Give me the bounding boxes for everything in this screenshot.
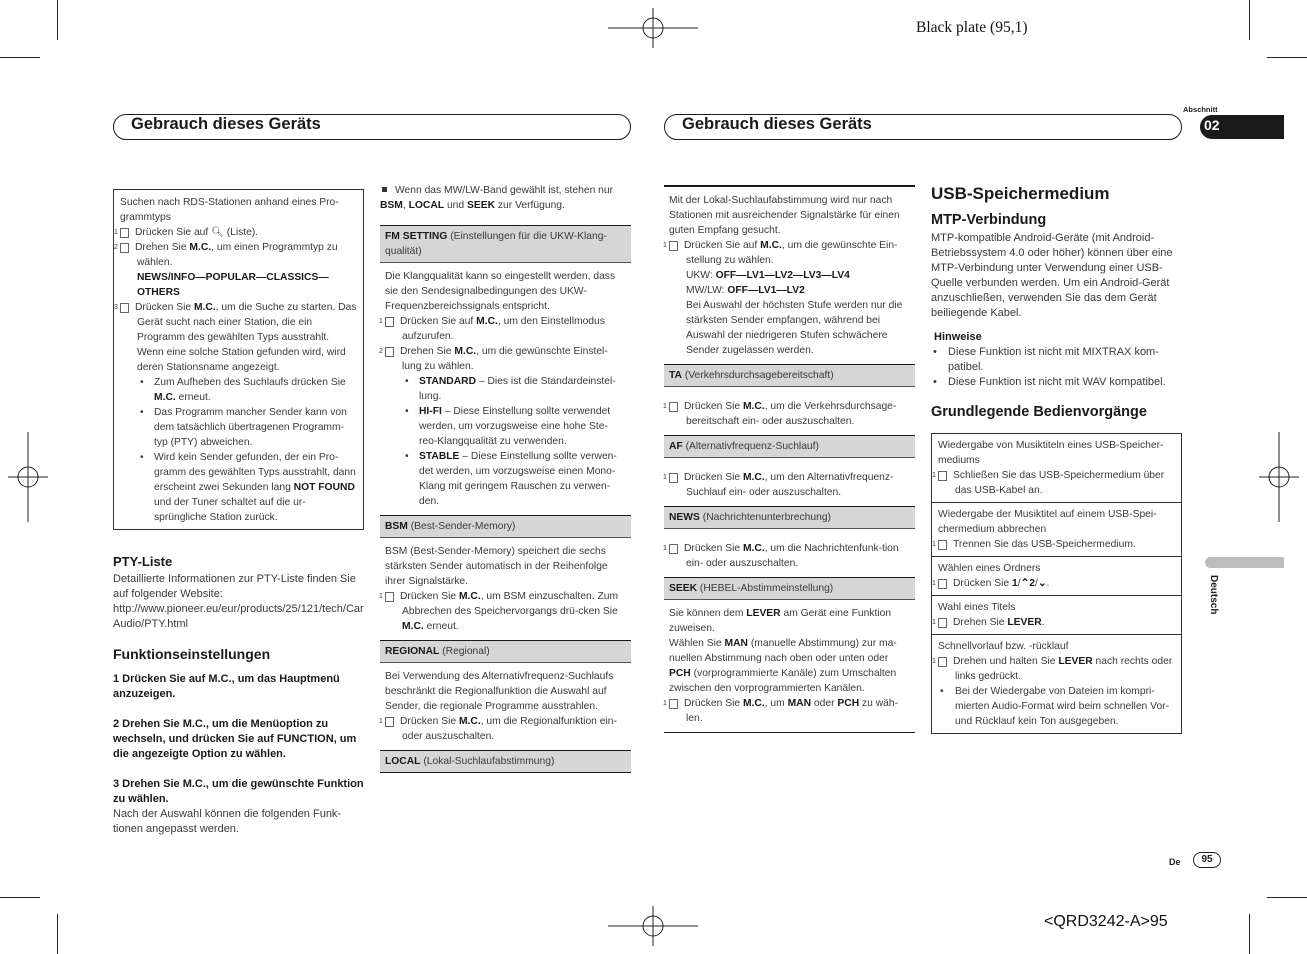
step-3: 3 Drücken Sie M.C., um die Suche zu starten. Das Gerät sucht nach einer Station, die ein Programm des gewählten Typs ausstrahlt. Wenn eine solche Station gefunden wird, wird deren Stationsname angezeigt. [114, 302, 357, 373]
section-number-tab: 02 [1200, 115, 1284, 139]
step-1: 1 Drücken Sie 1/⌃2/⌄. [932, 578, 1050, 589]
mw-levels: MW/LW: OFF—LV1—LV2 [686, 284, 805, 296]
seek-body: Sie können dem LEVER am Gerät eine Funktion zuweisen. Wählen Sie MAN (manuelle Abstimmung) zur ma-nuellen Abstimmung nach oben oder unten oder PCH (vorprogrammierte Kanäle) zum Umschalten zwischen den vorprogrammierten Kanälen. 1 Drücken Sie M.C., um MAN oder PCH zu wäh-len. [664, 600, 915, 726]
function-settings-heading: Funktionseinstellungen [113, 646, 271, 662]
step-1: 1 Drücken Sie auf 🔍︎ (Liste). [114, 227, 259, 238]
bullet-item: • Wird kein Sender gefunden, der ein Pro-gramm des gewählten Typs ausstrahlt, dann erscheint zwei Sekunden lang NOT FOUND und der Tuner schaltet auf die ur-sprüngliche Station zurück. [120, 450, 357, 525]
column-1 [113, 189, 364, 837]
operation-cell: Wahl eines Titels 1 Drehen Sie LEVER. [932, 595, 1181, 634]
step-2-instruction: 2 Drehen Sie M.C., um die Menüoption zu wechseln, und drücken Sie auf FUNCTION, um die angezeigte Option zu wählen. [113, 718, 357, 760]
step-1: 1 Trennen Sie das USB-Speichermedium. [932, 539, 1136, 550]
seek-header: SEEK (HEBEL-Abstimmeinstellung) [664, 577, 915, 600]
left-header-title: Gebrauch dieses Geräts [131, 115, 321, 133]
step-1: 1 Schließen Sie das USB-Speichermedium über das USB-Kabel an. [932, 470, 1165, 496]
pty-options: NEWS/INFO—POPULAR—CLASSICS—OTHERS [137, 272, 329, 298]
right-page-header [664, 114, 1182, 140]
crop-mark [0, 57, 40, 58]
column-2 [380, 183, 631, 773]
bullet-item: • HI-FI – Diese Einstellung sollte verwendet werden, um vorzugsweise eine hohe Ste-reo-Klangqualität zu verwenden. [385, 404, 626, 449]
note-item: • Diese Funktion ist nicht mit MIXTRAX kom-patibel. [931, 345, 1182, 375]
step-1-instruction: 1 Drücken Sie auf M.C., um das Hauptmenü anzuzeigen. [113, 673, 340, 700]
bsm-body: BSM (Best-Sender-Memory) speichert die sechs stärksten Sender automatisch in der Reihenfolge ihrer Signalstärke. 1 Drücken Sie M.C., um BSM einzuschalten. Zum Abbrechen des Speichervorgangs drü-cken Sie M.C. erneut. [380, 538, 631, 634]
step-1: 1 Drücken Sie M.C., um die Nachrichtenfunk-tion ein- oder auszuschalten. [663, 542, 899, 569]
bullet-item: • Bei der Wiedergabe von Dateien im kompri-mierten Audio-Format wird beim schnellen Vor- und Rücklauf kein Ton ausgegeben. [938, 684, 1175, 729]
fm-setting-body: Die Klangqualität kann so eingestellt werden, dass sie den Sendesignalbedingungen des UKW-Frequenzbereichssignals entspricht. 1 Drücken Sie auf M.C., um den Einstellmodus aufzurufen. 2 Drehen Sie M.C., um die gewünschte Einstel-lung zu wählen. • STANDARD – Dies ist die Standardeinstel-lung. • HI-FI – Diese Einstellung sollte verwendet werden, um vorzugsweise eine hohe Ste-reo-Klangqualität zu verwenden. • STABLE – Diese Einstellung sollte verwen-det werden, um vorzugsweise einen Mono-Klang mit geringem Rauschen zu verwen-den. [380, 263, 631, 509]
left-page-header [113, 114, 631, 140]
level-note: Bei Auswahl der höchsten Stufe werden nur die stärksten Sender empfangen, während bei Auswahl der niedrigeren Stufen schwächere Sender zugelassen werden. [686, 299, 903, 356]
ukw-levels: UKW: OFF—LV1—LV2—LV3—LV4 [686, 269, 850, 281]
mtp-heading: MTP-Verbindung [931, 212, 1047, 228]
ta-header: TA (Verkehrsdurchsagebereitschaft) [664, 364, 915, 387]
step-2: 2 Drehen Sie M.C., um die gewünschte Einstel-lung zu wählen. [379, 346, 608, 372]
registration-mark-icon [608, 906, 698, 946]
side-language-label: Deutsch [1208, 575, 1219, 615]
usb-heading: USB-Speichermedium [931, 184, 1110, 203]
step-3-text: Nach der Auswahl können die folgenden Funk-tionen angepasst werden. [113, 808, 342, 835]
chevron-up-icon: ⌃ [1020, 578, 1030, 589]
local-body: Mit der Lokal-Suchlaufabstimmung wird nur nach Stationen mit ausreichender Signalstärke für einen guten Empfang gesucht. 1 Drücken Sie auf M.C., um die gewünschte Ein-stellung zu wählen. UKW: OFF—LV1—LV2—LV3—LV4 MW/LW: OFF—LV1—LV2 Bei Auswahl der höchsten Stufe werden nur die stärksten Sender empfangen, während bei Auswahl der niedrigeren Stufen schwächere Sender zugelassen werden. [664, 187, 915, 358]
pty-list-url[interactable]: http://www.pioneer.eu/eur/products/25/121/tech/CarAudio/PTY.html [113, 603, 364, 630]
step-1: 1 Drücken Sie M.C., um MAN oder PCH zu wäh-len. [663, 697, 899, 724]
bullet-item: • STABLE – Diese Einstellung sollte verwen-det werden, um vorzugsweise einen Mono-Klang mit geringem Rauschen zu verwen-den. [385, 449, 626, 509]
regional-body: Bei Verwendung des Alternativfrequenz-Suchlaufs beschränkt die Regionalfunktion die Auswahl auf Sender, die regionale Programme ausstrahlen. 1 Drücken Sie M.C., um die Regionalfunktion ein- oder auszuschalten. [380, 663, 631, 744]
crop-mark [1249, 0, 1250, 40]
af-body [664, 458, 915, 500]
af-header: AF (Alternativfrequenz-Suchlauf) [664, 435, 915, 458]
local-header: LOCAL (Lokal-Suchlaufabstimmung) [380, 750, 631, 773]
crop-mark [1249, 914, 1250, 954]
step-1: 1 Drücken Sie M.C., um BSM einzuschalten. Zum Abbrechen des Speichervorgangs drü-cken Sie M.C. erneut. [379, 591, 619, 632]
right-header-title: Gebrauch dieses Geräts [682, 115, 872, 133]
search-icon: 🔍︎ [211, 227, 224, 238]
bsm-header: BSM (Best-Sender-Memory) [380, 515, 631, 538]
step-1: 1 Drücken Sie auf M.C., um den Einstellmodus aufzurufen. [379, 316, 605, 342]
document-code: <QRD3242-A>95 [1044, 913, 1168, 930]
pty-list-text: Detaillierte Informationen zur PTY-Liste finden Sie auf folgender Website: [113, 573, 356, 600]
box-title: Suchen nach RDS-Stationen anhand eines Pro-grammtyps [120, 197, 339, 223]
band-note: Wenn das MW/LW-Band gewählt ist, stehen nur BSM, LOCAL und SEEK zur Verfügung. [380, 185, 614, 211]
note-item: • Diese Funktion ist nicht mit WAV kompatibel. [931, 375, 1182, 390]
square-bullet-icon [382, 187, 387, 192]
step-1: 1 Drücken Sie M.C., um die Verkehrsdurchsage-bereitschaft ein- oder auszuschalten. [663, 400, 897, 427]
news-body [664, 529, 915, 571]
step-1: 1 Drücken Sie auf M.C., um die gewünschte Ein-stellung zu wählen. [663, 239, 898, 266]
step-3-instruction: 3 Drehen Sie M.C., um die gewünschte Funktion zu wählen. [113, 778, 364, 805]
section-label: Abschnitt [1183, 105, 1218, 114]
crop-mark [1267, 57, 1307, 58]
column-3 [664, 185, 915, 733]
chevron-down-icon: ⌄ [1037, 578, 1047, 589]
crop-mark [1267, 897, 1307, 898]
step-2: 2 Drehen Sie M.C., um einen Programmtyp zu wählen. [114, 242, 338, 268]
ta-body [664, 387, 915, 429]
step-1: 1 Drücken Sie M.C., um den Alternativfrequenz-Suchlauf ein- oder auszuschalten. [663, 471, 894, 498]
registration-mark-icon [1259, 432, 1299, 522]
step-1: 1 Drücken Sie M.C., um die Regionalfunktion ein- oder auszuschalten. [379, 716, 617, 742]
side-language-tab [1205, 557, 1284, 568]
bottom-rule [664, 732, 915, 734]
step-1: 1 Drehen Sie LEVER. [932, 617, 1045, 628]
operation-cell: Wiedergabe der Musiktitel auf einem USB-Spei-chermedium abbrechen 1 Trennen Sie das USB-Speichermedium. [932, 502, 1181, 556]
notes-heading: Hinweise [934, 331, 982, 343]
bullet-item: • STANDARD – Dies ist die Standardeinstel-lung. [385, 374, 626, 404]
crop-mark [57, 0, 58, 40]
news-header: NEWS (Nachrichtenunterbrechung) [664, 506, 915, 529]
rds-search-box [113, 189, 364, 530]
crop-mark [0, 897, 40, 898]
basic-operations-heading: Grundlegende Bedienvorgänge [931, 404, 1147, 420]
crop-mark [57, 914, 58, 954]
operation-cell: Schnellvorlauf bzw. -rücklauf 1 Drehen und halten Sie LEVER nach rechts oder links gedrückt. • Bei der Wiedergabe von Dateien im kompri-mierten Audio-Format wird beim schnellen Vor- und Rücklauf kein Ton ausgegeben. [932, 634, 1181, 733]
regional-header: REGIONAL (Regional) [380, 640, 631, 663]
bullet-item: • Zum Aufheben des Suchlaufs drücken Sie M.C. erneut. [120, 375, 357, 405]
column-4 [931, 184, 1182, 734]
plate-label: Black plate (95,1) [916, 19, 1028, 36]
step-1: 1 Drehen und halten Sie LEVER nach rechts oder links gedrückt. [932, 656, 1173, 682]
bullet-item: • Das Programm mancher Sender kann von dem tatsächlich übertragenen Programm-typ (PTY) abweichen. [120, 405, 357, 450]
operation-cell: Wählen eines Ordners 1 Drücken Sie 1/⌃2/⌄. [932, 556, 1181, 595]
fm-setting-header: FM SETTING (Einstellungen für die UKW-Klang-qualität) [380, 225, 631, 263]
mtp-text: MTP-kompatible Android-Geräte (mit Android-Betriebssystem 4.0 oder höher) können über eine MTP-Verbindung unter Verwendung einer USB-Quelle verbunden werden. Um ein Android-Gerät anzuschließen, verwenden Sie das dem Gerät beiliegende Kabel. [931, 232, 1173, 319]
page-language: De [1169, 857, 1181, 867]
operation-cell: Wiedergabe von Musiktiteln eines USB-Speicher-mediums 1 Schließen Sie das USB-Speichermedium über das USB-Kabel an. [932, 434, 1181, 502]
registration-mark-icon [608, 8, 698, 48]
registration-mark-icon [8, 432, 48, 522]
pty-list-heading: PTY-Liste [113, 554, 173, 569]
usb-operations-box [931, 433, 1182, 734]
page-number: 95 [1193, 852, 1221, 868]
